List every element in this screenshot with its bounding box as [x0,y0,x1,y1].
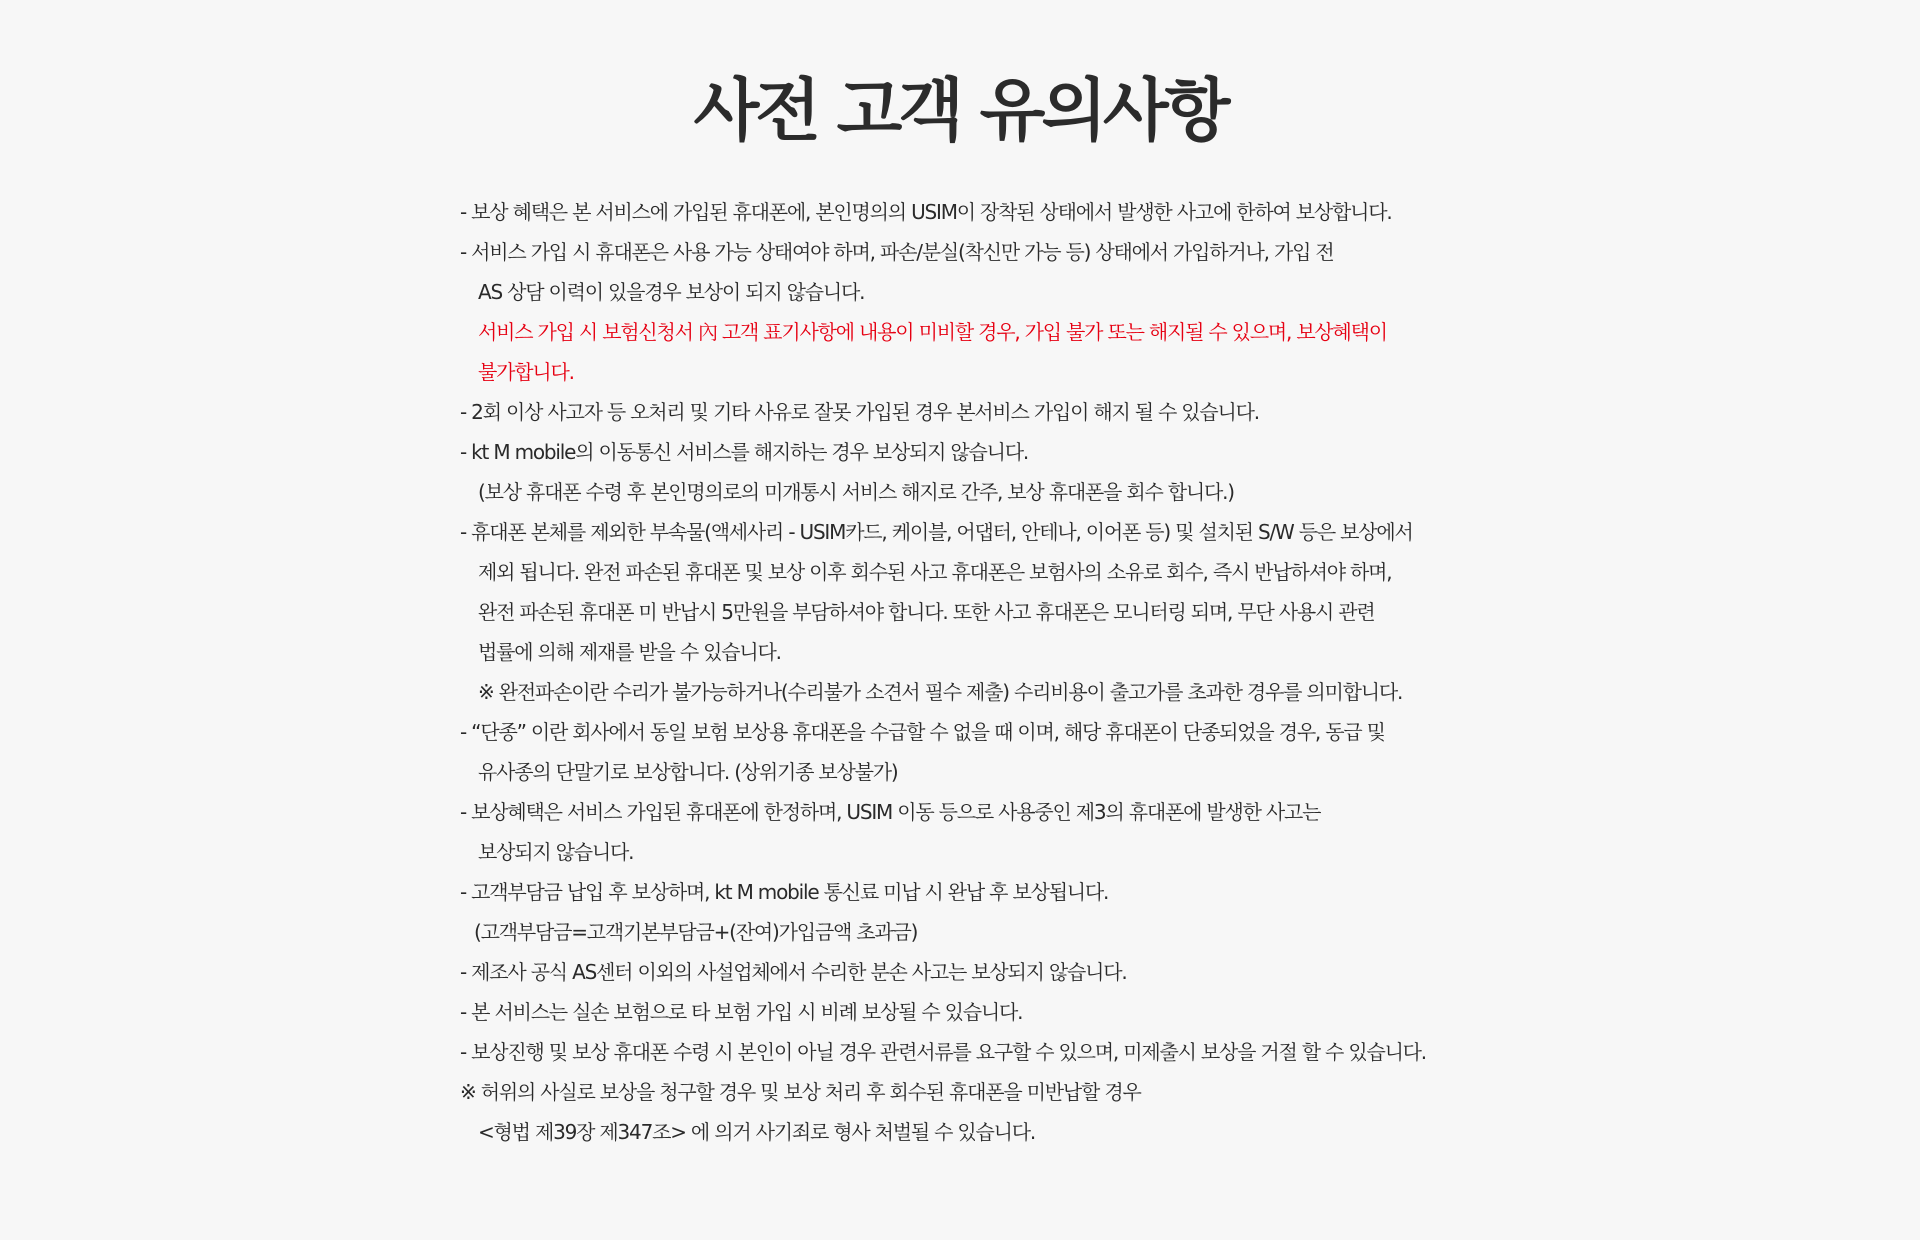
notice-line: - 2회 이상 사고자 등 오처리 및 기타 사유로 잘못 가입된 경우 본서비스 가입이 해지 될 수 있습니다. [460,400,1259,424]
notice-line: 완전 파손된 휴대폰 미 반납시 5만원을 부담하셔야 합니다. 또한 사고 휴대폰은 모니터링 되며, 무단 사용시 관련 [478,600,1375,624]
notice-line: - 보상 혜택은 본 서비스에 가입된 휴대폰에, 본인명의의 USIM이 장착된 상태에서 발생한 사고에 한하여 보상합니다. [460,200,1392,224]
page-title: 사전 고객 유의사항 [693,72,1227,151]
notice-line: - kt M mobile의 이동통신 서비스를 해지하는 경우 보상되지 않습니다. [460,440,1029,464]
notice-line: - 서비스 가입 시 휴대폰은 사용 가능 상태여야 하며, 파손/분실(착신만 가능 등) 상태에서 가입하거나, 가입 전 [460,240,1334,264]
notice-list [460,192,1900,1152]
notice-line: 유사종의 단말기로 보상합니다. (상위기종 보상불가) [478,760,898,784]
notice-line: - 휴대폰 본체를 제외한 부속물(액세사리 - USIM카드, 케이블, 어댑터, 안테나, 이어폰 등) 및 설치된 S/W 등은 보상에서 [460,520,1413,544]
notice-line: ※ 완전파손이란 수리가 불가능하거나(수리불가 소견서 필수 제출) 수리비용이 출고가를 초과한 경우를 의미합니다. [478,680,1403,704]
notice-line: - “단종” 이란 회사에서 동일 보험 보상용 휴대폰을 수급할 수 없을 때 이며, 해당 휴대폰이 단종되었을 경우, 동급 및 [460,720,1385,744]
notice-line: 제외 됩니다. 완전 파손된 휴대폰 및 보상 이후 회수된 사고 휴대폰은 보험사의 소유로 회수, 즉시 반납하셔야 하며, [478,560,1392,584]
notice-line: - 제조사 공식 AS센터 이외의 사설업체에서 수리한 분손 사고는 보상되지 않습니다. [460,960,1127,984]
notice-line: - 고객부담금 납입 후 보상하며, kt M mobile 통신료 미납 시 완납 후 보상됩니다. [460,880,1109,904]
notice-line: (보상 휴대폰 수령 후 본인명의로의 미개통시 서비스 해지로 간주, 보상 휴대폰을 회수 합니다.) [478,480,1234,504]
notice-line: 보상되지 않습니다. [478,840,634,864]
notice-line: 법률에 의해 제재를 받을 수 있습니다. [478,640,781,664]
notice-warning-line: 불가합니다. [478,360,574,384]
notice-line: AS 상담 이력이 있을경우 보상이 되지 않습니다. [478,280,865,304]
notice-line: - 보상혜택은 서비스 가입된 휴대폰에 한정하며, USIM 이동 등으로 사용중인 제3의 휴대폰에 발생한 사고는 [460,800,1321,824]
notice-line: <형법 제39장 제347조> 에 의거 사기죄로 형사 처벌될 수 있습니다. [478,1120,1036,1144]
notice-line: - 본 서비스는 실손 보험으로 타 보험 가입 시 비례 보상될 수 있습니다. [460,1000,1023,1024]
notice-line: (고객부담금=고객기본부담금+(잔여)가입금액 초과금) [474,920,918,944]
notice-warning-line: 서비스 가입 시 보험신청서 內 고객 표기사항에 내용이 미비할 경우, 가입 불가 또는 해지될 수 있으며, 보상혜택이 [478,320,1387,344]
notice-line: - 보상진행 및 보상 휴대폰 수령 시 본인이 아닐 경우 관련서류를 요구할 수 있으며, 미제출시 보상을 거절 할 수 있습니다. [460,1040,1426,1064]
notice-line: ※ 허위의 사실로 보상을 청구할 경우 및 보상 처리 후 회수된 휴대폰을 미반납할 경우 [460,1080,1141,1104]
